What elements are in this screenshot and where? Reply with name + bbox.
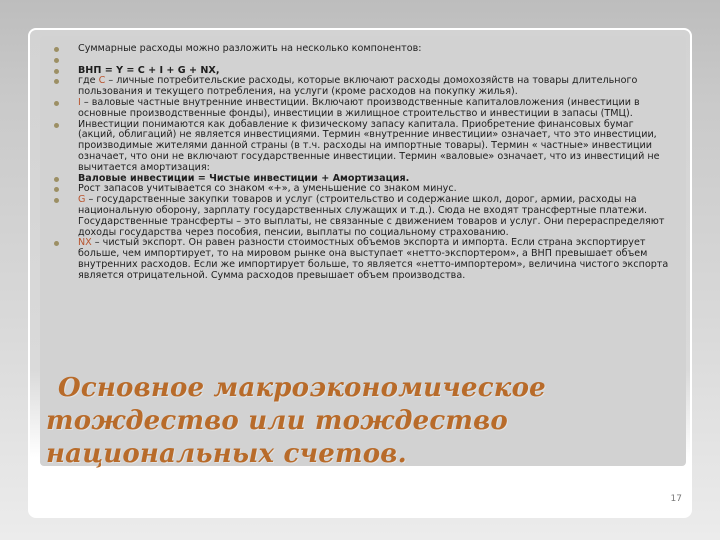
list-item-text: Суммарные расходы можно разложить на несколько компонентов: xyxy=(78,43,422,54)
list-item-text: – государственные закупки товаров и услуг (строительство и содержание школ, дорог, армии, расходы на национальную оборону, зарплату государственных служащих и т.д.). Сюда не входят трансфертные платежи. Государственные трансферты – это выплаты, не связанные с движением товаров и услуг. Они перераспределяют доходы государства через пособия, пенсии, выплаты по социальному страхованию. xyxy=(78,194,665,238)
bullet-icon xyxy=(54,58,59,63)
slide-number: 17 xyxy=(670,494,682,504)
bullet-icon xyxy=(54,177,59,182)
bullet-icon xyxy=(54,47,59,52)
slide-content xyxy=(54,44,674,282)
list-item-text: – валовые частные внутренние инвестиции. Включают производственные капиталовложения (инвестиции в основные производственные фонды), инвестиции в жилищное строительство и инвестиции в запасы (ТМЦ). xyxy=(78,96,640,119)
list-item xyxy=(54,238,674,281)
heading-line: Основное макроэкономическое xyxy=(58,373,546,403)
list-item-text: Рост запасов учитывается со знаком «+», а уменьшение со знаком минус. xyxy=(78,183,457,195)
list-item xyxy=(54,44,674,55)
heading-line: национальных счетов. xyxy=(46,439,407,469)
list-item xyxy=(54,195,674,238)
bullet-icon xyxy=(54,69,59,74)
list-item xyxy=(54,76,674,98)
list-item-text: Инвестиции понимаются как добавление к физическому запасу капитала. Приобретение финансовых бумаг (акций, облигаций) не является инвестициями. Термин «внутренние инвестиции» означает, что это инвестиции, производимые жителями данной страны (в т.ч. расходы на импортные товары). Термин « частные» инвестиции означает, что они не включают государственные инвестиции. Термин «валовые» означает, что из инвестиций не вычитается амортизация: xyxy=(78,118,660,173)
heading-line: тождество или тождество xyxy=(46,406,508,436)
bullet-icon xyxy=(54,187,59,192)
variable-nx: NX xyxy=(78,237,92,249)
bullet-icon xyxy=(54,198,59,203)
list-item xyxy=(54,120,674,174)
formula-text: Валовые инвестиции = Чистые инвестиции + Амортизация. xyxy=(78,172,410,184)
list-item xyxy=(54,98,674,120)
bullet-icon xyxy=(54,101,59,106)
variable-g: G xyxy=(78,194,86,206)
slide-heading xyxy=(46,372,666,471)
bullet-icon xyxy=(54,123,59,128)
list-item-prefix: где xyxy=(78,75,99,87)
bullet-list xyxy=(54,44,674,282)
bullet-icon xyxy=(54,241,59,246)
variable-c: C xyxy=(98,75,106,87)
variable-i: I xyxy=(78,96,81,108)
list-item-text: – личные потребительские расходы, которые включают расходы домохозяйств на товары длительного пользования и текущего потребления, на услуги (кроме расходов на покупку жилья). xyxy=(78,75,638,98)
bullet-icon xyxy=(54,79,59,84)
formula-text: ВНП = Y = C + I + G + NX, xyxy=(78,64,220,76)
list-item-text: – чистый экспорт. Он равен разности стоимостных объемов экспорта и импорта. Если страна экспортирует больше, чем импортирует, то на мировом рынке она выступает «нетто-экспортером», а ВНП превышает объем внутренних расходов. Если же импортирует больше, то является «нетто-импортером», величина чистого экспорта является отрицательной. Сумма расходов превышает объем производства. xyxy=(78,237,669,281)
